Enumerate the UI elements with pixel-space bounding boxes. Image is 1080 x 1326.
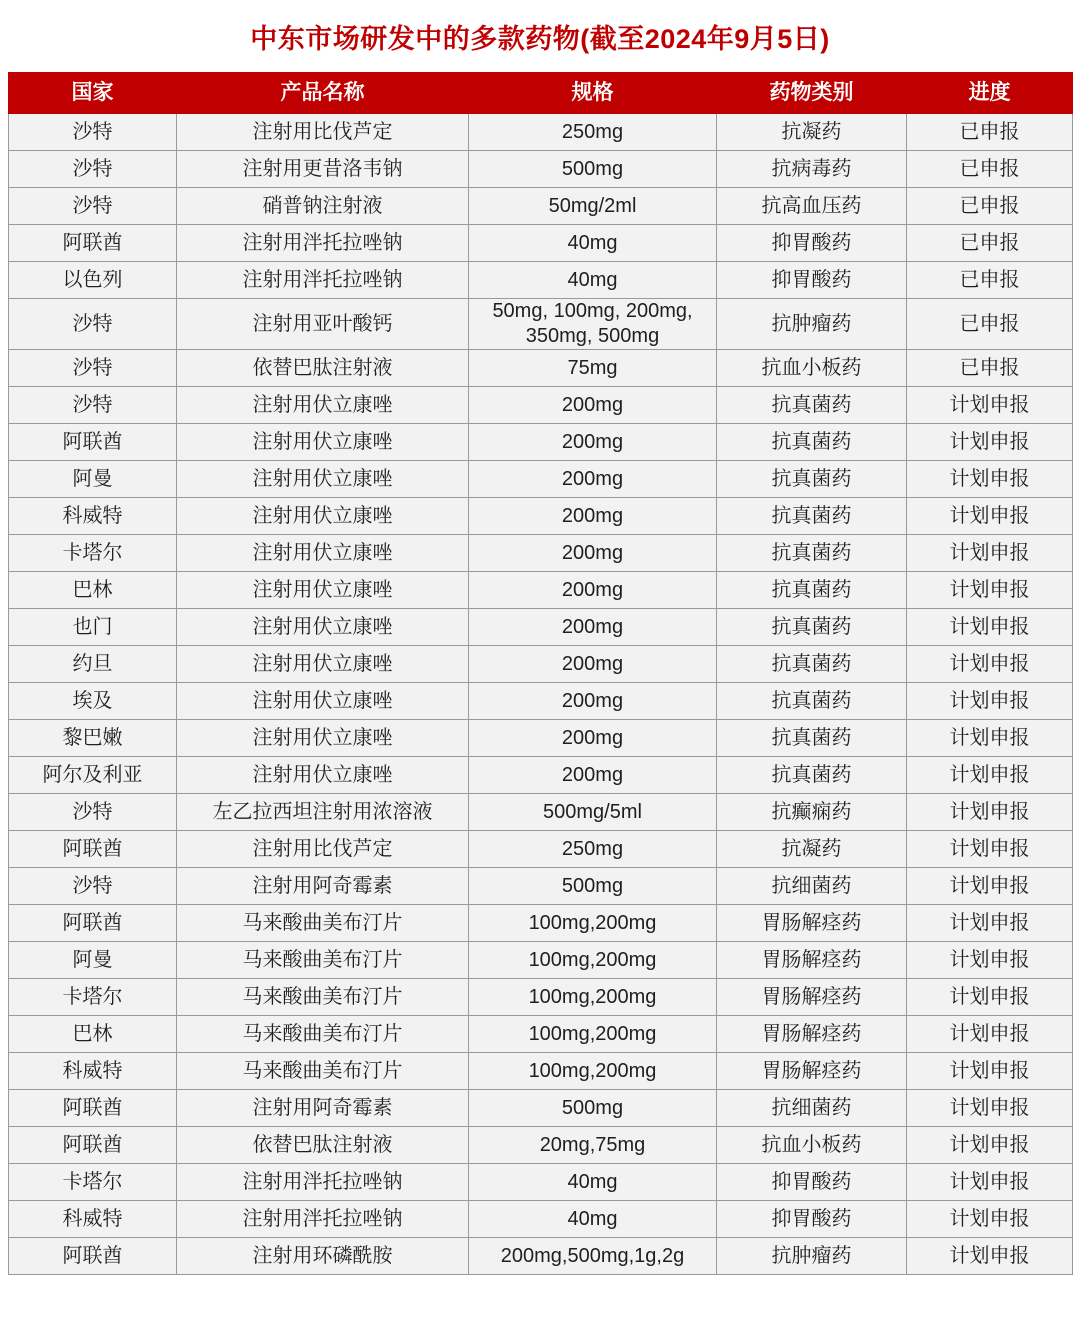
cell-class: 抗真菌药 (717, 535, 907, 572)
cell-spec: 200mg (469, 424, 717, 461)
cell-status: 计划申报 (907, 683, 1073, 720)
table-row (9, 1090, 1073, 1127)
cell-status: 计划申报 (907, 1127, 1073, 1164)
cell-country: 卡塔尔 (9, 1164, 177, 1201)
cell-status: 计划申报 (907, 1201, 1073, 1238)
cell-status: 计划申报 (907, 387, 1073, 424)
cell-status: 计划申报 (907, 1090, 1073, 1127)
table-body (9, 114, 1073, 1275)
cell-class: 抗真菌药 (717, 387, 907, 424)
table-row (9, 188, 1073, 225)
cell-product: 硝普钠注射液 (177, 188, 469, 225)
cell-status: 计划申报 (907, 831, 1073, 868)
cell-class: 胃肠解痉药 (717, 905, 907, 942)
cell-spec: 250mg (469, 114, 717, 151)
cell-country: 黎巴嫩 (9, 720, 177, 757)
cell-class: 抗真菌药 (717, 498, 907, 535)
cell-spec: 200mg (469, 572, 717, 609)
cell-class: 抗真菌药 (717, 720, 907, 757)
column-header-status: 进度 (907, 73, 1073, 114)
table-row (9, 1201, 1073, 1238)
column-header-country: 国家 (9, 73, 177, 114)
table-row (9, 757, 1073, 794)
cell-spec: 200mg,500mg,1g,2g (469, 1238, 717, 1275)
cell-status: 计划申报 (907, 868, 1073, 905)
cell-status: 计划申报 (907, 1016, 1073, 1053)
table-row (9, 151, 1073, 188)
cell-class: 抑胃酸药 (717, 225, 907, 262)
cell-product: 注射用泮托拉唑钠 (177, 1201, 469, 1238)
cell-status: 计划申报 (907, 609, 1073, 646)
cell-spec: 200mg (469, 720, 717, 757)
cell-class: 抗肿瘤药 (717, 299, 907, 350)
table-row (9, 299, 1073, 350)
cell-status: 已申报 (907, 225, 1073, 262)
cell-status: 计划申报 (907, 1053, 1073, 1090)
table-row (9, 461, 1073, 498)
cell-spec: 50mg, 100mg, 200mg, 350mg, 500mg (469, 299, 717, 350)
cell-country: 阿联酋 (9, 905, 177, 942)
cell-product: 注射用环磷酰胺 (177, 1238, 469, 1275)
cell-spec: 200mg (469, 683, 717, 720)
cell-country: 沙特 (9, 868, 177, 905)
cell-country: 阿曼 (9, 461, 177, 498)
cell-class: 胃肠解痉药 (717, 1016, 907, 1053)
table-row (9, 1164, 1073, 1201)
table-row (9, 720, 1073, 757)
cell-class: 抗病毒药 (717, 151, 907, 188)
cell-spec: 40mg (469, 225, 717, 262)
cell-country: 阿尔及利亚 (9, 757, 177, 794)
cell-class: 抗真菌药 (717, 646, 907, 683)
cell-status: 计划申报 (907, 942, 1073, 979)
cell-product: 马来酸曲美布汀片 (177, 1053, 469, 1090)
cell-country: 卡塔尔 (9, 535, 177, 572)
cell-class: 抗细菌药 (717, 868, 907, 905)
table-header-row (9, 73, 1073, 114)
cell-product: 注射用伏立康唑 (177, 535, 469, 572)
cell-product: 注射用伏立康唑 (177, 572, 469, 609)
cell-spec: 200mg (469, 757, 717, 794)
page-title: 中东市场研发中的多款药物(截至2024年9月5日) (250, 23, 830, 54)
table-row (9, 498, 1073, 535)
table-row (9, 114, 1073, 151)
cell-country: 阿联酋 (9, 424, 177, 461)
cell-spec: 40mg (469, 262, 717, 299)
cell-product: 注射用阿奇霉素 (177, 868, 469, 905)
cell-product: 注射用伏立康唑 (177, 424, 469, 461)
cell-class: 抑胃酸药 (717, 1164, 907, 1201)
cell-status: 计划申报 (907, 794, 1073, 831)
table-row (9, 1238, 1073, 1275)
table-header (9, 73, 1073, 114)
cell-product: 注射用伏立康唑 (177, 646, 469, 683)
cell-country: 阿曼 (9, 942, 177, 979)
cell-spec: 500mg/5ml (469, 794, 717, 831)
table-row (9, 609, 1073, 646)
cell-product: 注射用比伐芦定 (177, 114, 469, 151)
cell-class: 胃肠解痉药 (717, 979, 907, 1016)
cell-product: 马来酸曲美布汀片 (177, 1016, 469, 1053)
cell-spec: 200mg (469, 387, 717, 424)
cell-product: 马来酸曲美布汀片 (177, 979, 469, 1016)
column-header-spec: 规格 (469, 73, 717, 114)
cell-status: 计划申报 (907, 720, 1073, 757)
table-row (9, 262, 1073, 299)
cell-spec: 100mg,200mg (469, 1016, 717, 1053)
cell-class: 抑胃酸药 (717, 262, 907, 299)
table-row (9, 535, 1073, 572)
cell-country: 科威特 (9, 1053, 177, 1090)
document-title-bar (0, 0, 1080, 72)
cell-class: 抗血小板药 (717, 1127, 907, 1164)
cell-product: 注射用伏立康唑 (177, 720, 469, 757)
cell-country: 阿联酋 (9, 1127, 177, 1164)
cell-product: 马来酸曲美布汀片 (177, 905, 469, 942)
cell-class: 抗细菌药 (717, 1090, 907, 1127)
cell-country: 埃及 (9, 683, 177, 720)
table-row (9, 225, 1073, 262)
cell-status: 计划申报 (907, 646, 1073, 683)
cell-product: 注射用泮托拉唑钠 (177, 225, 469, 262)
cell-product: 注射用比伐芦定 (177, 831, 469, 868)
cell-class: 抗真菌药 (717, 424, 907, 461)
cell-class: 抗真菌药 (717, 572, 907, 609)
cell-class: 抗血小板药 (717, 350, 907, 387)
table-row (9, 1016, 1073, 1053)
table-row (9, 646, 1073, 683)
cell-class: 抗癫痫药 (717, 794, 907, 831)
cell-country: 以色列 (9, 262, 177, 299)
cell-spec: 200mg (469, 609, 717, 646)
cell-country: 巴林 (9, 572, 177, 609)
cell-country: 巴林 (9, 1016, 177, 1053)
cell-class: 胃肠解痉药 (717, 942, 907, 979)
cell-country: 阿联酋 (9, 1238, 177, 1275)
cell-spec: 40mg (469, 1164, 717, 1201)
cell-product: 注射用泮托拉唑钠 (177, 262, 469, 299)
cell-status: 计划申报 (907, 498, 1073, 535)
cell-spec: 20mg,75mg (469, 1127, 717, 1164)
cell-spec: 200mg (469, 498, 717, 535)
table-row (9, 350, 1073, 387)
cell-product: 注射用更昔洛韦钠 (177, 151, 469, 188)
cell-status: 计划申报 (907, 1238, 1073, 1275)
cell-status: 计划申报 (907, 535, 1073, 572)
cell-status: 已申报 (907, 188, 1073, 225)
cell-status: 已申报 (907, 299, 1073, 350)
cell-status: 计划申报 (907, 757, 1073, 794)
table-row (9, 572, 1073, 609)
table-row (9, 794, 1073, 831)
cell-country: 阿联酋 (9, 1090, 177, 1127)
cell-status: 已申报 (907, 262, 1073, 299)
cell-status: 已申报 (907, 114, 1073, 151)
cell-product: 注射用伏立康唑 (177, 461, 469, 498)
cell-spec: 200mg (469, 535, 717, 572)
cell-product: 注射用亚叶酸钙 (177, 299, 469, 350)
cell-country: 沙特 (9, 114, 177, 151)
cell-class: 抗真菌药 (717, 757, 907, 794)
cell-status: 计划申报 (907, 461, 1073, 498)
cell-product: 注射用伏立康唑 (177, 387, 469, 424)
cell-spec: 100mg,200mg (469, 905, 717, 942)
cell-spec: 250mg (469, 831, 717, 868)
cell-spec: 75mg (469, 350, 717, 387)
table-row (9, 387, 1073, 424)
cell-status: 计划申报 (907, 424, 1073, 461)
cell-status: 计划申报 (907, 1164, 1073, 1201)
table-row (9, 905, 1073, 942)
cell-country: 也门 (9, 609, 177, 646)
cell-spec: 40mg (469, 1201, 717, 1238)
cell-status: 已申报 (907, 350, 1073, 387)
cell-product: 注射用泮托拉唑钠 (177, 1164, 469, 1201)
cell-country: 科威特 (9, 498, 177, 535)
cell-country: 沙特 (9, 151, 177, 188)
table-row (9, 1053, 1073, 1090)
column-header-product: 产品名称 (177, 73, 469, 114)
cell-class: 抗凝药 (717, 831, 907, 868)
drug-pipeline-table (8, 72, 1073, 1275)
cell-spec: 500mg (469, 868, 717, 905)
cell-country: 约旦 (9, 646, 177, 683)
cell-product: 注射用伏立康唑 (177, 757, 469, 794)
cell-class: 抑胃酸药 (717, 1201, 907, 1238)
column-header-class: 药物类别 (717, 73, 907, 114)
cell-country: 沙特 (9, 794, 177, 831)
cell-status: 计划申报 (907, 905, 1073, 942)
cell-product: 马来酸曲美布汀片 (177, 942, 469, 979)
table-row (9, 683, 1073, 720)
cell-country: 卡塔尔 (9, 979, 177, 1016)
cell-class: 抗真菌药 (717, 461, 907, 498)
cell-status: 计划申报 (907, 979, 1073, 1016)
cell-spec: 500mg (469, 1090, 717, 1127)
cell-class: 抗真菌药 (717, 609, 907, 646)
cell-class: 抗肿瘤药 (717, 1238, 907, 1275)
cell-spec: 200mg (469, 461, 717, 498)
cell-spec: 100mg,200mg (469, 979, 717, 1016)
cell-spec: 200mg (469, 646, 717, 683)
table-row (9, 979, 1073, 1016)
cell-product: 注射用阿奇霉素 (177, 1090, 469, 1127)
cell-spec: 100mg,200mg (469, 1053, 717, 1090)
cell-spec: 500mg (469, 151, 717, 188)
cell-class: 胃肠解痉药 (717, 1053, 907, 1090)
cell-spec: 50mg/2ml (469, 188, 717, 225)
table-row (9, 831, 1073, 868)
table-row (9, 868, 1073, 905)
cell-product: 注射用伏立康唑 (177, 498, 469, 535)
cell-status: 已申报 (907, 151, 1073, 188)
table-row (9, 942, 1073, 979)
table-row (9, 1127, 1073, 1164)
cell-product: 注射用伏立康唑 (177, 683, 469, 720)
cell-product: 依替巴肽注射液 (177, 1127, 469, 1164)
cell-spec: 100mg,200mg (469, 942, 717, 979)
table-row (9, 424, 1073, 461)
cell-class: 抗真菌药 (717, 683, 907, 720)
cell-country: 阿联酋 (9, 225, 177, 262)
cell-product: 依替巴肽注射液 (177, 350, 469, 387)
cell-country: 沙特 (9, 188, 177, 225)
cell-product: 左乙拉西坦注射用浓溶液 (177, 794, 469, 831)
cell-class: 抗凝药 (717, 114, 907, 151)
cell-status: 计划申报 (907, 572, 1073, 609)
cell-class: 抗高血压药 (717, 188, 907, 225)
cell-country: 沙特 (9, 299, 177, 350)
cell-product: 注射用伏立康唑 (177, 609, 469, 646)
cell-country: 科威特 (9, 1201, 177, 1238)
cell-country: 沙特 (9, 350, 177, 387)
cell-country: 阿联酋 (9, 831, 177, 868)
cell-country: 沙特 (9, 387, 177, 424)
